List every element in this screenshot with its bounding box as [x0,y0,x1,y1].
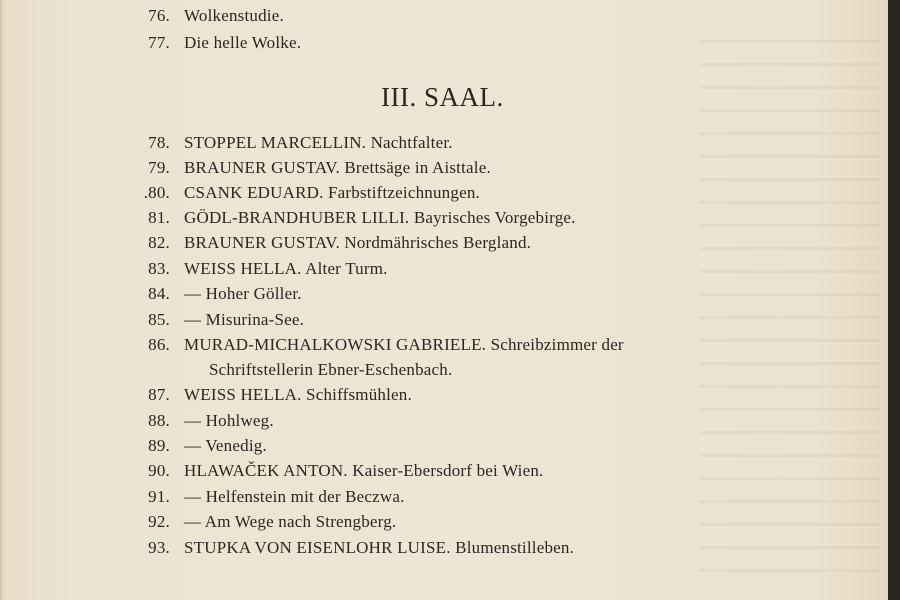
entry-text: BRAUNER GUSTAV. Brettsäge in Aisttale. [184,158,491,177]
entry-number: 79. [148,158,170,177]
entry-text: — Misurina-See. [184,310,305,329]
entry-text: — Am Wege nach Strengberg. [184,512,397,531]
entry-number: 87. [148,385,170,404]
entry-text: GÖDL-BRANDHUBER LILLI. Bayrisches Vorgebirge. [184,208,576,227]
entry-text: CSANK EDUARD. Farbstiftzeichnungen. [184,183,480,202]
entry-text: — Venedig. [184,436,267,455]
entry-text: — Hoher Göller. [184,284,302,303]
entry-text: Wolkenstudie. [184,6,284,25]
entry-number: 78. [148,133,170,152]
scan-border [888,0,900,600]
entry-number: .80. [143,183,170,202]
entry-number: 90. [148,461,170,480]
entry-number: 89. [148,436,170,455]
entry-number: 88. [148,411,170,430]
entry-text: — Helfenstein mit der Beczwa. [184,487,405,506]
entry-number: 84. [148,284,170,303]
entry-text: HLAWAČEK ANTON. Kaiser-Ebersdorf bei Wien. [184,461,544,480]
entry-number: 91. [148,487,170,506]
entry-number: 82. [148,233,170,252]
entry-text: WEISS HELLA. Schiffsmühlen. [184,385,412,404]
entry-text: WEISS HELLA. Alter Turm. [184,259,388,278]
entry-number: 93. [148,538,170,557]
entry-number: 85. [148,310,170,329]
entry-number: 77. [148,33,170,52]
section-heading: III. SAAL. [381,82,504,112]
entry-number: 83. [148,259,170,278]
entry-number: 76. [148,6,170,25]
entry-text: BRAUNER GUSTAV. Nordmährisches Bergland. [184,233,532,252]
entry-text: STOPPEL MARCELLIN. Nachtfalter. [184,133,453,152]
entry-text: MURAD-MICHALKOWSKI GABRIELE. Schreibzimmer der [184,335,624,354]
entry-continuation: Schriftstellerin Ebner-Eschenbach. [209,360,453,379]
entry-number: 81. [148,208,170,227]
entry-text: — Hohlweg. [184,411,274,430]
entry-text: Die helle Wolke. [184,33,302,52]
entry-number: 86. [148,335,170,354]
entry-text: STUPKA VON EISENLOHR LUISE. Blumenstilleben. [184,538,575,557]
show-through-text [700,20,880,580]
page-fold [0,0,4,600]
entry-number: 92. [148,512,170,531]
